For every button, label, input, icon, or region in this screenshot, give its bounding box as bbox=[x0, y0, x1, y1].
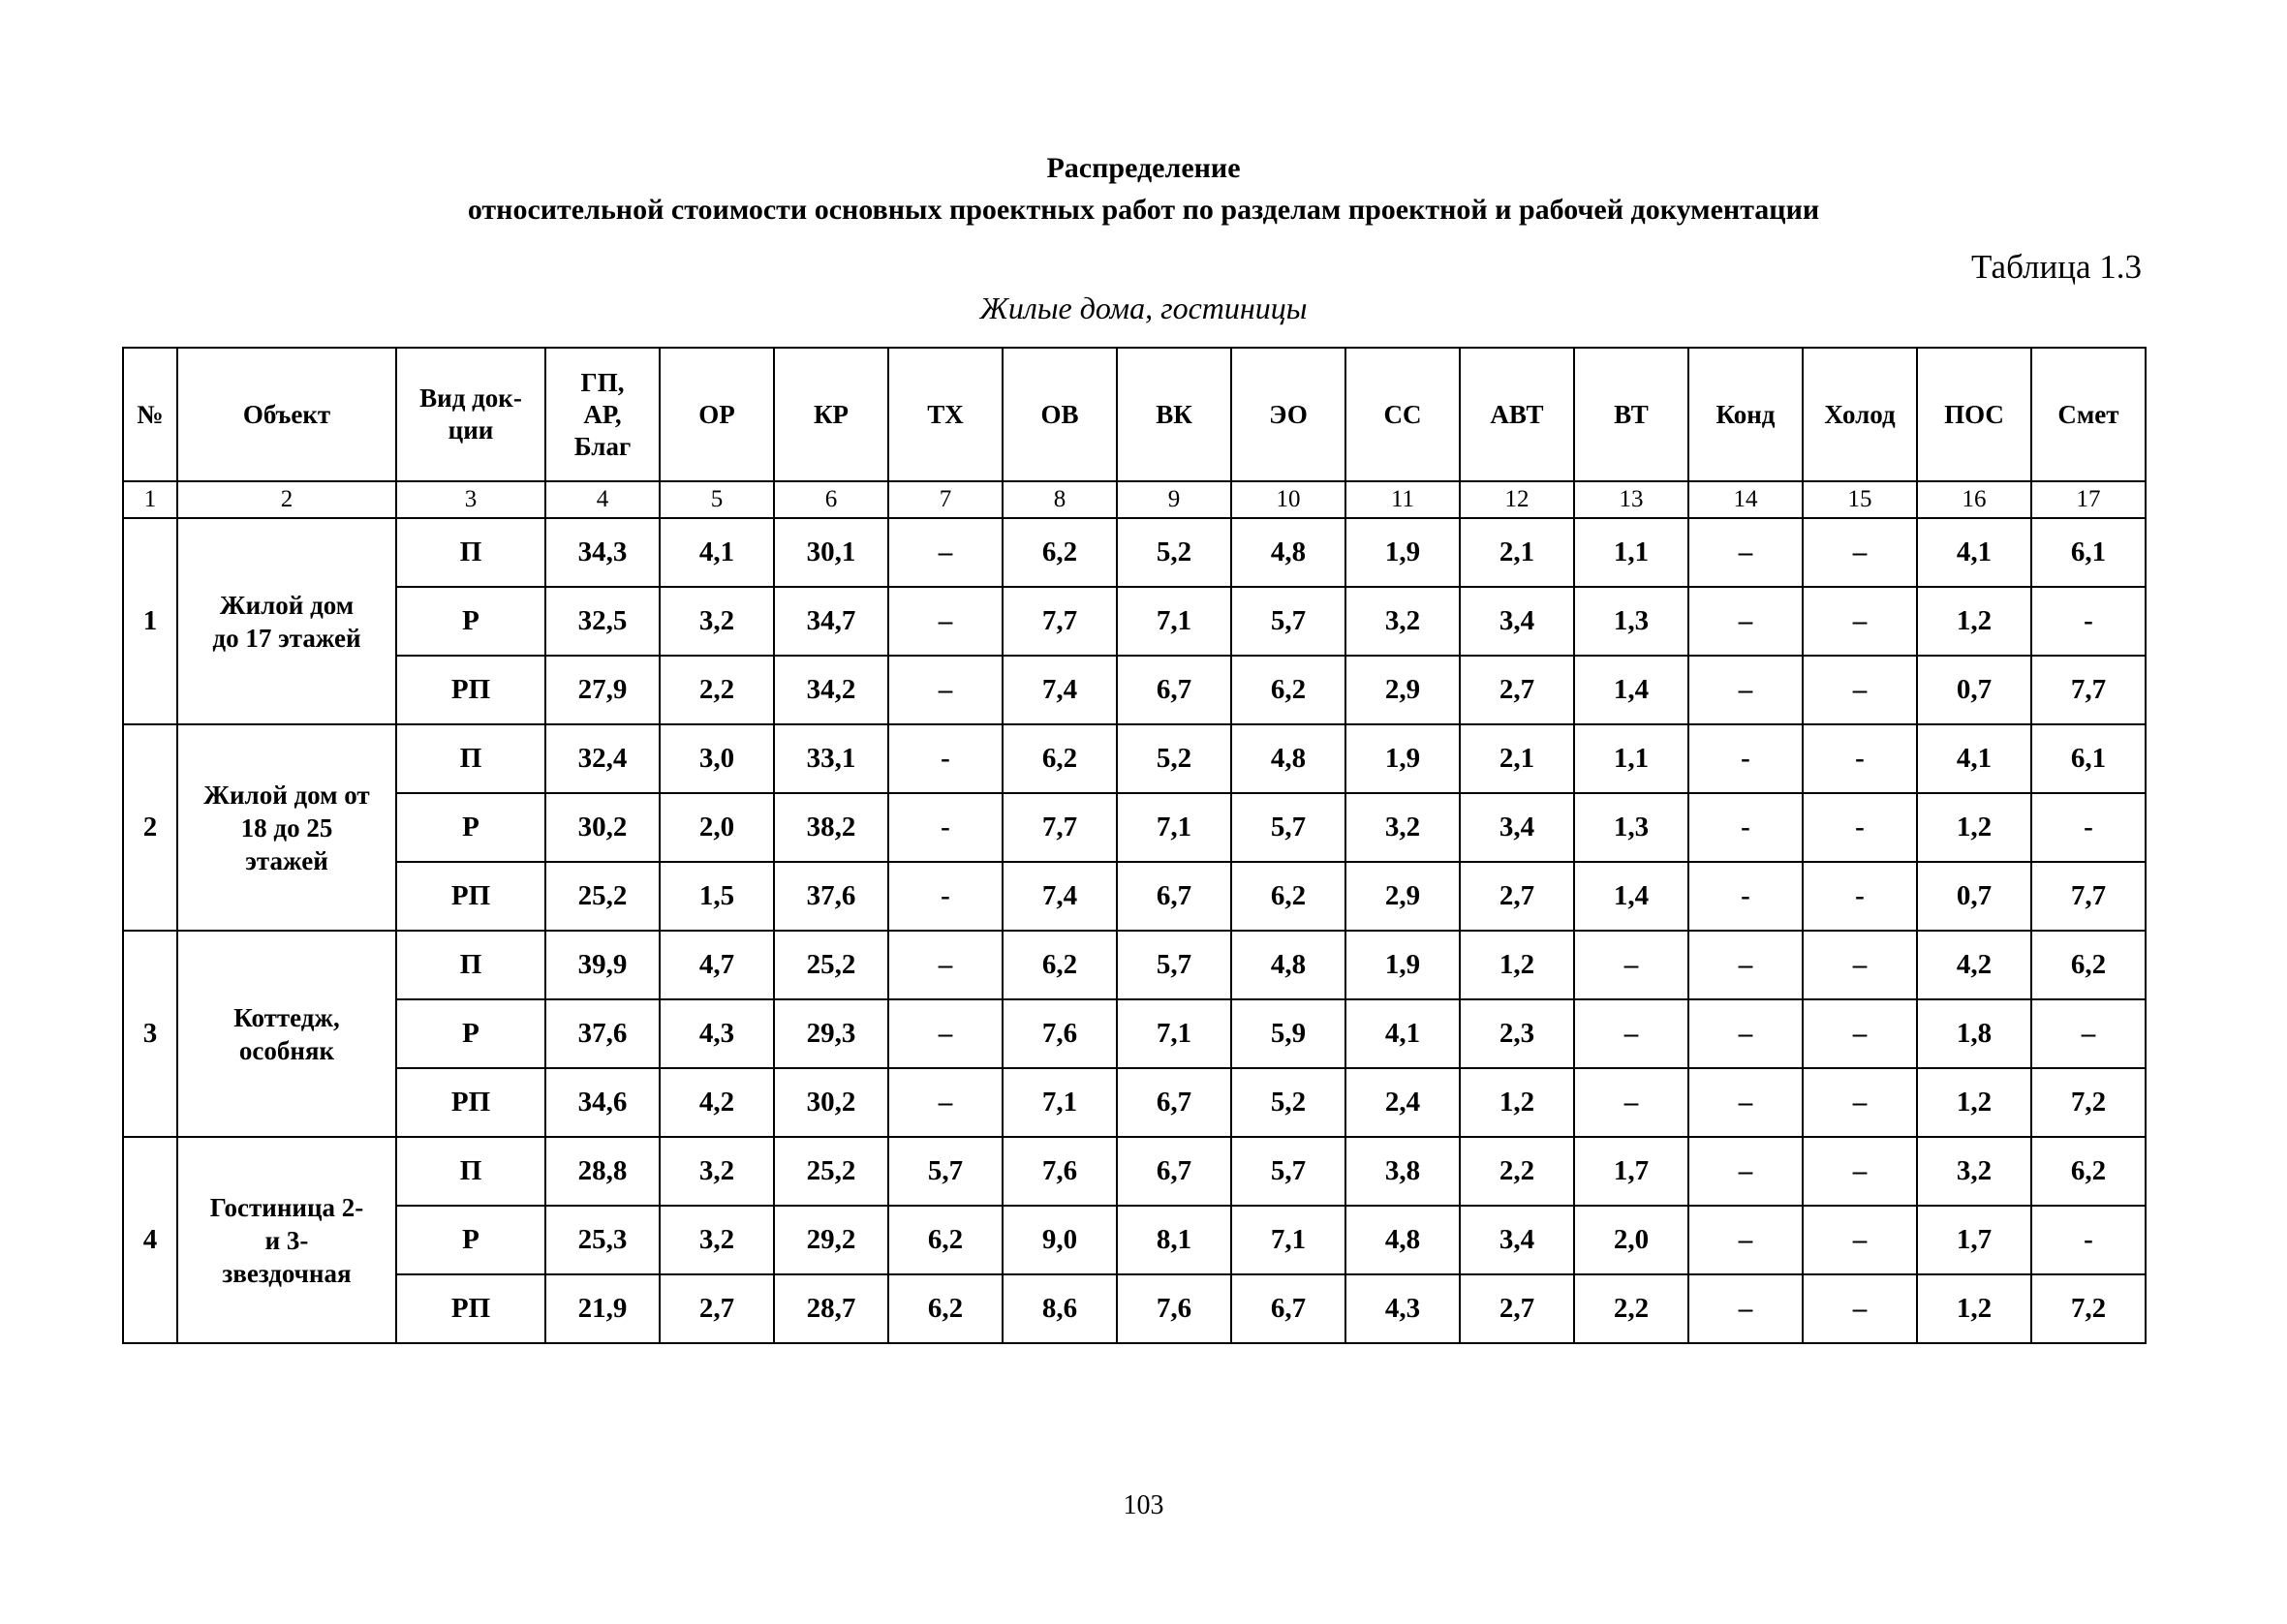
table-row bbox=[123, 1068, 2146, 1137]
table-label: Таблица 1.3 bbox=[1971, 248, 2142, 286]
object-cell: Жилой дом до 17 этажей bbox=[177, 518, 396, 724]
value-cell: – bbox=[1803, 931, 1917, 999]
value-cell: 7,1 bbox=[1117, 587, 1231, 656]
column-number-cell: 5 bbox=[660, 481, 774, 518]
value-cell: 6,2 bbox=[1231, 862, 1345, 931]
value-cell: – bbox=[1688, 931, 1803, 999]
value-cell: 1,2 bbox=[1917, 793, 2031, 862]
table-row bbox=[123, 1137, 2146, 1206]
column-number-cell: 16 bbox=[1917, 481, 2031, 518]
value-cell: 1,9 bbox=[1345, 518, 1460, 587]
value-cell: 5,7 bbox=[888, 1137, 1003, 1206]
value-cell: 8,1 bbox=[1117, 1206, 1231, 1274]
value-cell: - bbox=[1688, 862, 1803, 931]
value-cell: 1,3 bbox=[1574, 793, 1688, 862]
column-number-cell: 11 bbox=[1345, 481, 1460, 518]
value-cell: 2,2 bbox=[660, 656, 774, 724]
value-cell: 4,8 bbox=[1231, 931, 1345, 999]
value-cell: 21,9 bbox=[545, 1274, 660, 1343]
column-number-cell: 3 bbox=[396, 481, 545, 518]
value-cell: 5,2 bbox=[1117, 724, 1231, 793]
value-cell: 0,7 bbox=[1917, 862, 2031, 931]
header-row bbox=[123, 348, 2146, 481]
value-cell: 6,7 bbox=[1117, 1068, 1231, 1137]
value-cell: – bbox=[2031, 999, 2146, 1068]
object-cell: Гостиница 2- и 3-звездочная bbox=[177, 1137, 396, 1343]
value-cell: 4,2 bbox=[1917, 931, 2031, 999]
value-cell: 2,7 bbox=[1460, 1274, 1574, 1343]
value-cell: 1,9 bbox=[1345, 931, 1460, 999]
value-cell: – bbox=[1803, 656, 1917, 724]
value-cell: 4,1 bbox=[1345, 999, 1460, 1068]
doc-type-cell: РП bbox=[396, 1068, 545, 1137]
header-cell: ОВ bbox=[1003, 348, 1117, 481]
value-cell: - bbox=[1803, 793, 1917, 862]
column-number-cell: 2 bbox=[177, 481, 396, 518]
value-cell: 7,4 bbox=[1003, 656, 1117, 724]
value-cell: 25,2 bbox=[774, 1137, 888, 1206]
value-cell: 7,1 bbox=[1117, 793, 1231, 862]
row-number-cell: 2 bbox=[123, 724, 177, 931]
row-number-cell: 1 bbox=[123, 518, 177, 724]
value-cell: – bbox=[1803, 1274, 1917, 1343]
value-cell: 7,6 bbox=[1003, 999, 1117, 1068]
table-row bbox=[123, 1206, 2146, 1274]
value-cell: – bbox=[1688, 1206, 1803, 1274]
column-number-cell: 13 bbox=[1574, 481, 1688, 518]
value-cell: 2,0 bbox=[660, 793, 774, 862]
value-cell: 5,9 bbox=[1231, 999, 1345, 1068]
table-row bbox=[123, 999, 2146, 1068]
value-cell: 6,7 bbox=[1117, 862, 1231, 931]
row-number-cell: 4 bbox=[123, 1137, 177, 1343]
value-cell: 32,5 bbox=[545, 587, 660, 656]
value-cell: 2,9 bbox=[1345, 862, 1460, 931]
table-row bbox=[123, 862, 2146, 931]
value-cell: 1,3 bbox=[1574, 587, 1688, 656]
value-cell: – bbox=[888, 999, 1003, 1068]
value-cell: – bbox=[1574, 931, 1688, 999]
value-cell: 7,7 bbox=[1003, 587, 1117, 656]
value-cell: 1,2 bbox=[1460, 1068, 1574, 1137]
header-cell: Объект bbox=[177, 348, 396, 481]
doc-type-cell: П bbox=[396, 518, 545, 587]
value-cell: 1,9 bbox=[1345, 724, 1460, 793]
value-cell: 4,1 bbox=[1917, 724, 2031, 793]
value-cell: 25,3 bbox=[545, 1206, 660, 1274]
value-cell: 2,7 bbox=[1460, 656, 1574, 724]
value-cell: 7,1 bbox=[1231, 1206, 1345, 1274]
table-row bbox=[123, 931, 2146, 999]
value-cell: – bbox=[888, 931, 1003, 999]
value-cell: 32,4 bbox=[545, 724, 660, 793]
header-cell: ТХ bbox=[888, 348, 1003, 481]
cost-distribution-table bbox=[122, 347, 2147, 1344]
value-cell: 4,8 bbox=[1345, 1206, 1460, 1274]
value-cell: 1,7 bbox=[1917, 1206, 2031, 1274]
title-line-1: Распределение bbox=[1046, 152, 1241, 184]
table-row bbox=[123, 793, 2146, 862]
value-cell: – bbox=[1688, 1068, 1803, 1137]
value-cell: – bbox=[1803, 518, 1917, 587]
value-cell: – bbox=[1803, 587, 1917, 656]
value-cell: 34,7 bbox=[774, 587, 888, 656]
doc-type-cell: П bbox=[396, 724, 545, 793]
doc-type-cell: Р bbox=[396, 1206, 545, 1274]
value-cell: 3,2 bbox=[660, 587, 774, 656]
value-cell: 1,4 bbox=[1574, 862, 1688, 931]
value-cell: 6,7 bbox=[1117, 1137, 1231, 1206]
value-cell: 2,9 bbox=[1345, 656, 1460, 724]
value-cell: 4,2 bbox=[660, 1068, 774, 1137]
header-cell: КР bbox=[774, 348, 888, 481]
value-cell: 30,2 bbox=[545, 793, 660, 862]
value-cell: 5,7 bbox=[1231, 793, 1345, 862]
value-cell: 7,2 bbox=[2031, 1068, 2146, 1137]
value-cell: 7,1 bbox=[1003, 1068, 1117, 1137]
value-cell: 1,2 bbox=[1917, 587, 2031, 656]
value-cell: 6,2 bbox=[888, 1274, 1003, 1343]
header-cell: ВК bbox=[1117, 348, 1231, 481]
value-cell: - bbox=[1803, 862, 1917, 931]
column-number-cell: 12 bbox=[1460, 481, 1574, 518]
value-cell: – bbox=[1803, 1068, 1917, 1137]
value-cell: 0,7 bbox=[1917, 656, 2031, 724]
value-cell: – bbox=[1803, 999, 1917, 1068]
value-cell: 4,1 bbox=[660, 518, 774, 587]
value-cell: 3,0 bbox=[660, 724, 774, 793]
value-cell: 9,0 bbox=[1003, 1206, 1117, 1274]
value-cell: 6,1 bbox=[2031, 518, 2146, 587]
header-cell: Холод bbox=[1803, 348, 1917, 481]
value-cell: 25,2 bbox=[545, 862, 660, 931]
value-cell: 2,0 bbox=[1574, 1206, 1688, 1274]
header-cell: Вид док-ции bbox=[396, 348, 545, 481]
value-cell: 5,2 bbox=[1231, 1068, 1345, 1137]
value-cell: 6,2 bbox=[888, 1206, 1003, 1274]
value-cell: - bbox=[2031, 1206, 2146, 1274]
value-cell: 5,7 bbox=[1231, 587, 1345, 656]
title-line-2: относительной стоимости основных проектных работ по разделам проектной и рабочей документации bbox=[467, 194, 1820, 226]
table-row bbox=[123, 587, 2146, 656]
value-cell: 2,7 bbox=[660, 1274, 774, 1343]
value-cell: 4,1 bbox=[1917, 518, 2031, 587]
page-number: 103 bbox=[1123, 1490, 1164, 1520]
value-cell: 7,7 bbox=[2031, 862, 2146, 931]
value-cell: 2,1 bbox=[1460, 724, 1574, 793]
column-number-cell: 8 bbox=[1003, 481, 1117, 518]
value-cell: 7,6 bbox=[1117, 1274, 1231, 1343]
value-cell: 3,8 bbox=[1345, 1137, 1460, 1206]
value-cell: 4,7 bbox=[660, 931, 774, 999]
value-cell: 3,2 bbox=[1917, 1137, 2031, 1206]
value-cell: – bbox=[1688, 1274, 1803, 1343]
value-cell: – bbox=[1803, 1206, 1917, 1274]
value-cell: 4,3 bbox=[1345, 1274, 1460, 1343]
value-cell: 3,4 bbox=[1460, 793, 1574, 862]
column-number-cell: 1 bbox=[123, 481, 177, 518]
value-cell: – bbox=[1574, 1068, 1688, 1137]
header-cell: АВТ bbox=[1460, 348, 1574, 481]
column-number-cell: 14 bbox=[1688, 481, 1803, 518]
value-cell: 2,7 bbox=[1460, 862, 1574, 931]
value-cell: 6,7 bbox=[1231, 1274, 1345, 1343]
doc-type-cell: Р bbox=[396, 587, 545, 656]
value-cell: 3,2 bbox=[1345, 587, 1460, 656]
value-cell: – bbox=[1803, 1137, 1917, 1206]
value-cell: – bbox=[888, 587, 1003, 656]
value-cell: 1,4 bbox=[1574, 656, 1688, 724]
doc-type-cell: РП bbox=[396, 1274, 545, 1343]
value-cell: 7,7 bbox=[1003, 793, 1117, 862]
table-row bbox=[123, 518, 2146, 587]
value-cell: – bbox=[1688, 999, 1803, 1068]
value-cell: - bbox=[1803, 724, 1917, 793]
doc-type-cell: П bbox=[396, 1137, 545, 1206]
value-cell: 1,2 bbox=[1917, 1274, 2031, 1343]
column-number-cell: 7 bbox=[888, 481, 1003, 518]
value-cell: – bbox=[888, 1068, 1003, 1137]
value-cell: 1,2 bbox=[1917, 1068, 2031, 1137]
header-cell: ГП, АР, Благ bbox=[545, 348, 660, 481]
value-cell: 39,9 bbox=[545, 931, 660, 999]
table-subtitle: Жилые дома, гостиницы bbox=[979, 291, 1308, 325]
value-cell: 27,9 bbox=[545, 656, 660, 724]
value-cell: 1,1 bbox=[1574, 518, 1688, 587]
value-cell: 4,8 bbox=[1231, 518, 1345, 587]
value-cell: 7,4 bbox=[1003, 862, 1117, 931]
object-cell: Коттедж, особняк bbox=[177, 931, 396, 1137]
value-cell: 29,3 bbox=[774, 999, 888, 1068]
value-cell: 8,6 bbox=[1003, 1274, 1117, 1343]
header-cell: ОР bbox=[660, 348, 774, 481]
value-cell: 7,6 bbox=[1003, 1137, 1117, 1206]
value-cell: 34,2 bbox=[774, 656, 888, 724]
value-cell: 29,2 bbox=[774, 1206, 888, 1274]
value-cell: 30,2 bbox=[774, 1068, 888, 1137]
value-cell: 30,1 bbox=[774, 518, 888, 587]
value-cell: 7,1 bbox=[1117, 999, 1231, 1068]
value-cell: 4,8 bbox=[1231, 724, 1345, 793]
value-cell: – bbox=[1688, 656, 1803, 724]
value-cell: 4,3 bbox=[660, 999, 774, 1068]
value-cell: 5,7 bbox=[1117, 931, 1231, 999]
value-cell: 6,2 bbox=[2031, 931, 2146, 999]
value-cell: – bbox=[1688, 587, 1803, 656]
column-number-row bbox=[123, 481, 2146, 518]
doc-type-cell: Р bbox=[396, 999, 545, 1068]
value-cell: – bbox=[888, 518, 1003, 587]
value-cell: 3,2 bbox=[1345, 793, 1460, 862]
header-cell: ПОС bbox=[1917, 348, 2031, 481]
value-cell: - bbox=[1688, 793, 1803, 862]
header-cell: № bbox=[123, 348, 177, 481]
column-number-cell: 9 bbox=[1117, 481, 1231, 518]
value-cell: - bbox=[888, 793, 1003, 862]
header-cell: ВТ bbox=[1574, 348, 1688, 481]
value-cell: - bbox=[2031, 587, 2146, 656]
value-cell: - bbox=[2031, 793, 2146, 862]
value-cell: 2,3 bbox=[1460, 999, 1574, 1068]
value-cell: 6,7 bbox=[1117, 656, 1231, 724]
value-cell: – bbox=[1688, 518, 1803, 587]
value-cell: 2,2 bbox=[1460, 1137, 1574, 1206]
value-cell: 2,2 bbox=[1574, 1274, 1688, 1343]
value-cell: 34,3 bbox=[545, 518, 660, 587]
value-cell: 1,1 bbox=[1574, 724, 1688, 793]
doc-type-cell: РП bbox=[396, 862, 545, 931]
doc-type-cell: Р bbox=[396, 793, 545, 862]
value-cell: 3,4 bbox=[1460, 587, 1574, 656]
value-cell: 1,2 bbox=[1460, 931, 1574, 999]
header-cell: СС bbox=[1345, 348, 1460, 481]
value-cell: 3,4 bbox=[1460, 1206, 1574, 1274]
value-cell: 37,6 bbox=[774, 862, 888, 931]
object-cell: Жилой дом от 18 до 25 этажей bbox=[177, 724, 396, 931]
table-row bbox=[123, 724, 2146, 793]
value-cell: 25,2 bbox=[774, 931, 888, 999]
value-cell: 28,8 bbox=[545, 1137, 660, 1206]
doc-type-cell: П bbox=[396, 931, 545, 999]
value-cell: – bbox=[1688, 1137, 1803, 1206]
value-cell: - bbox=[888, 724, 1003, 793]
column-number-cell: 17 bbox=[2031, 481, 2146, 518]
value-cell: – bbox=[1574, 999, 1688, 1068]
column-number-cell: 10 bbox=[1231, 481, 1345, 518]
table-row bbox=[123, 1274, 2146, 1343]
value-cell: 5,2 bbox=[1117, 518, 1231, 587]
value-cell: 2,1 bbox=[1460, 518, 1574, 587]
value-cell: 38,2 bbox=[774, 793, 888, 862]
value-cell: 5,7 bbox=[1231, 1137, 1345, 1206]
value-cell: 6,1 bbox=[2031, 724, 2146, 793]
column-number-cell: 4 bbox=[545, 481, 660, 518]
value-cell: 1,5 bbox=[660, 862, 774, 931]
value-cell: 6,2 bbox=[1003, 931, 1117, 999]
value-cell: 1,8 bbox=[1917, 999, 2031, 1068]
value-cell: – bbox=[888, 656, 1003, 724]
header-cell: Конд bbox=[1688, 348, 1803, 481]
value-cell: 1,7 bbox=[1574, 1137, 1688, 1206]
header-cell: ЭО bbox=[1231, 348, 1345, 481]
value-cell: 33,1 bbox=[774, 724, 888, 793]
value-cell: - bbox=[1688, 724, 1803, 793]
value-cell: 37,6 bbox=[545, 999, 660, 1068]
value-cell: 6,2 bbox=[2031, 1137, 2146, 1206]
value-cell: 6,2 bbox=[1003, 724, 1117, 793]
row-number-cell: 3 bbox=[123, 931, 177, 1137]
value-cell: 6,2 bbox=[1231, 656, 1345, 724]
value-cell: 3,2 bbox=[660, 1206, 774, 1274]
value-cell: 2,4 bbox=[1345, 1068, 1460, 1137]
value-cell: 6,2 bbox=[1003, 518, 1117, 587]
doc-type-cell: РП bbox=[396, 656, 545, 724]
value-cell: - bbox=[888, 862, 1003, 931]
value-cell: 7,7 bbox=[2031, 656, 2146, 724]
header-cell: Смет bbox=[2031, 348, 2146, 481]
value-cell: 3,2 bbox=[660, 1137, 774, 1206]
table-row bbox=[123, 656, 2146, 724]
value-cell: 28,7 bbox=[774, 1274, 888, 1343]
value-cell: 7,2 bbox=[2031, 1274, 2146, 1343]
column-number-cell: 6 bbox=[774, 481, 888, 518]
column-number-cell: 15 bbox=[1803, 481, 1917, 518]
value-cell: 34,6 bbox=[545, 1068, 660, 1137]
